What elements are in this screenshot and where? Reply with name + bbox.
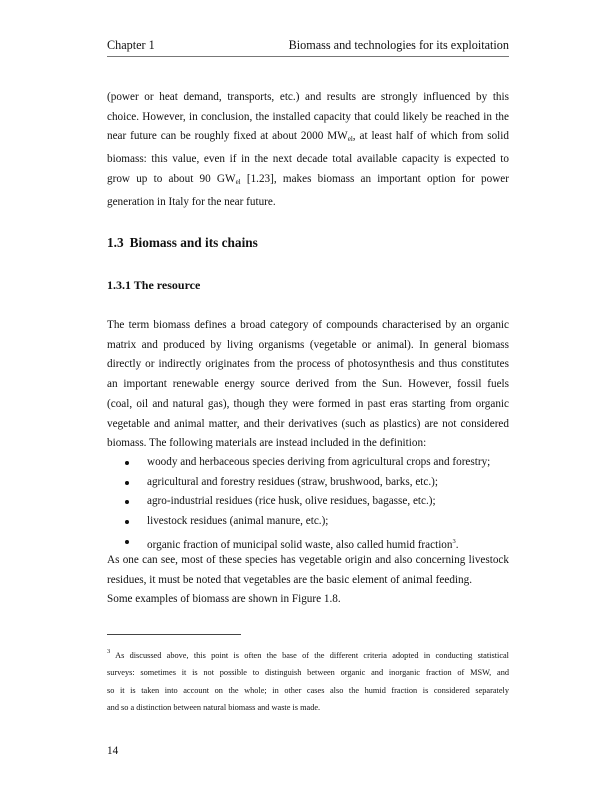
bullet-icon [125, 540, 129, 544]
text-line: and so a distinction between natural biomass and waste is made. [107, 702, 321, 712]
text-line: The term biomass defines a broad category of compounds characterised by an organic [107, 319, 509, 331]
list-item [107, 512, 509, 532]
header-title: Biomass and technologies for its exploitation [288, 38, 509, 52]
bullet-icon [125, 481, 129, 485]
text-line: so it is taken into account on the whole; in other cases also the humid fraction is considered separately [107, 685, 509, 695]
list-item-text: agro-industrial residues (rice husk, olive residues, bagasse, etc.); [147, 495, 436, 508]
subsection-heading: 1.3.1 The resource [107, 278, 201, 292]
text-span: , at least half of which from solid [352, 130, 509, 143]
text-span: near future can be roughly fixed at about 2000 MW [107, 130, 348, 143]
text-line: directly or indirectly originates from the process of photosynthesis and thus constitutes [107, 358, 509, 371]
intro-paragraph [107, 88, 509, 212]
list-item-text: livestock residues (animal manure, etc.); [147, 515, 329, 528]
list-item [107, 453, 509, 473]
text-line [107, 643, 509, 664]
resource-paragraph [107, 316, 509, 454]
text-span: [1.23], makes biomass an important option for power [240, 172, 509, 185]
punctuation: . [455, 538, 459, 551]
footnote-marker: 3 [107, 648, 111, 655]
text-line: an important renewable energy source derived from the Sun. However, fossil fuels [107, 378, 509, 391]
bullet-icon [125, 500, 129, 504]
text-line: (coal, oil and natural gas), though they were formed in past eras starting from organic [107, 397, 509, 410]
running-header [107, 37, 509, 53]
text-line: matrix and produced by living organisms (vegetable or animal). In general biomass [107, 338, 509, 351]
text-line: biomass. The following materials are instead included in the definition: [107, 437, 427, 450]
header-rule [107, 56, 509, 57]
subscript-el: el [347, 135, 353, 144]
biomass-materials-list [107, 453, 509, 556]
text-line: choice. However, in conclusion, the installed capacity that could likely be reached in the [107, 110, 509, 123]
list-item-text: agricultural and forestry residues (straw, brushwood, barks, etc.); [147, 475, 438, 488]
text-line [107, 127, 509, 150]
text-line: biomass: this value, even if in the next decade total available capacity is expected to [107, 153, 509, 166]
list-item [107, 492, 509, 512]
text-line [107, 170, 509, 193]
text-line: (power or heat demand, transports, etc.) and results are strongly influenced by this [107, 91, 509, 103]
section-heading [107, 235, 258, 251]
text-line: surveys: sometimes it is not possible to distinguish between organic and inorganic fraction of MSW, and [107, 668, 509, 678]
closing-paragraph [107, 551, 509, 610]
text-span: As discussed above, this point is often the base of the different criteria adopted in conducting statistical [110, 651, 509, 660]
list-item-text: organic fraction of municipal solid waste, also called humid fraction [147, 538, 453, 551]
header-chapter: Chapter 1 [107, 38, 155, 52]
footnote [107, 643, 509, 716]
section-title: Biomass and its chains [129, 235, 258, 250]
text-line: residues, it must be noted that vegetables are the basic element of animal feeding. [107, 573, 473, 586]
subscript-el: el [235, 177, 241, 186]
text-line: generation in Italy for the near future. [107, 195, 276, 208]
list-item-text: woody and herbaceous species deriving from agricultural crops and forestry; [147, 456, 491, 468]
page-number: 14 [107, 745, 119, 757]
footnote-separator [107, 634, 241, 635]
bullet-icon [125, 461, 129, 465]
text-line: vegetable and animal matter, and their derivatives (such as plastics) are not considered [107, 417, 509, 430]
text-line: Some examples of biomass are shown in Figure 1.8. [107, 593, 341, 606]
section-number: 1.3 [107, 235, 124, 250]
footnote-reference[interactable]: 3 [452, 537, 456, 545]
text-line: As one can see, most of these species has vegetable origin and also concerning livestock [107, 554, 509, 566]
text-span: grow up to about 90 GW [107, 172, 236, 185]
bullet-icon [125, 520, 129, 524]
list-item [107, 473, 509, 493]
